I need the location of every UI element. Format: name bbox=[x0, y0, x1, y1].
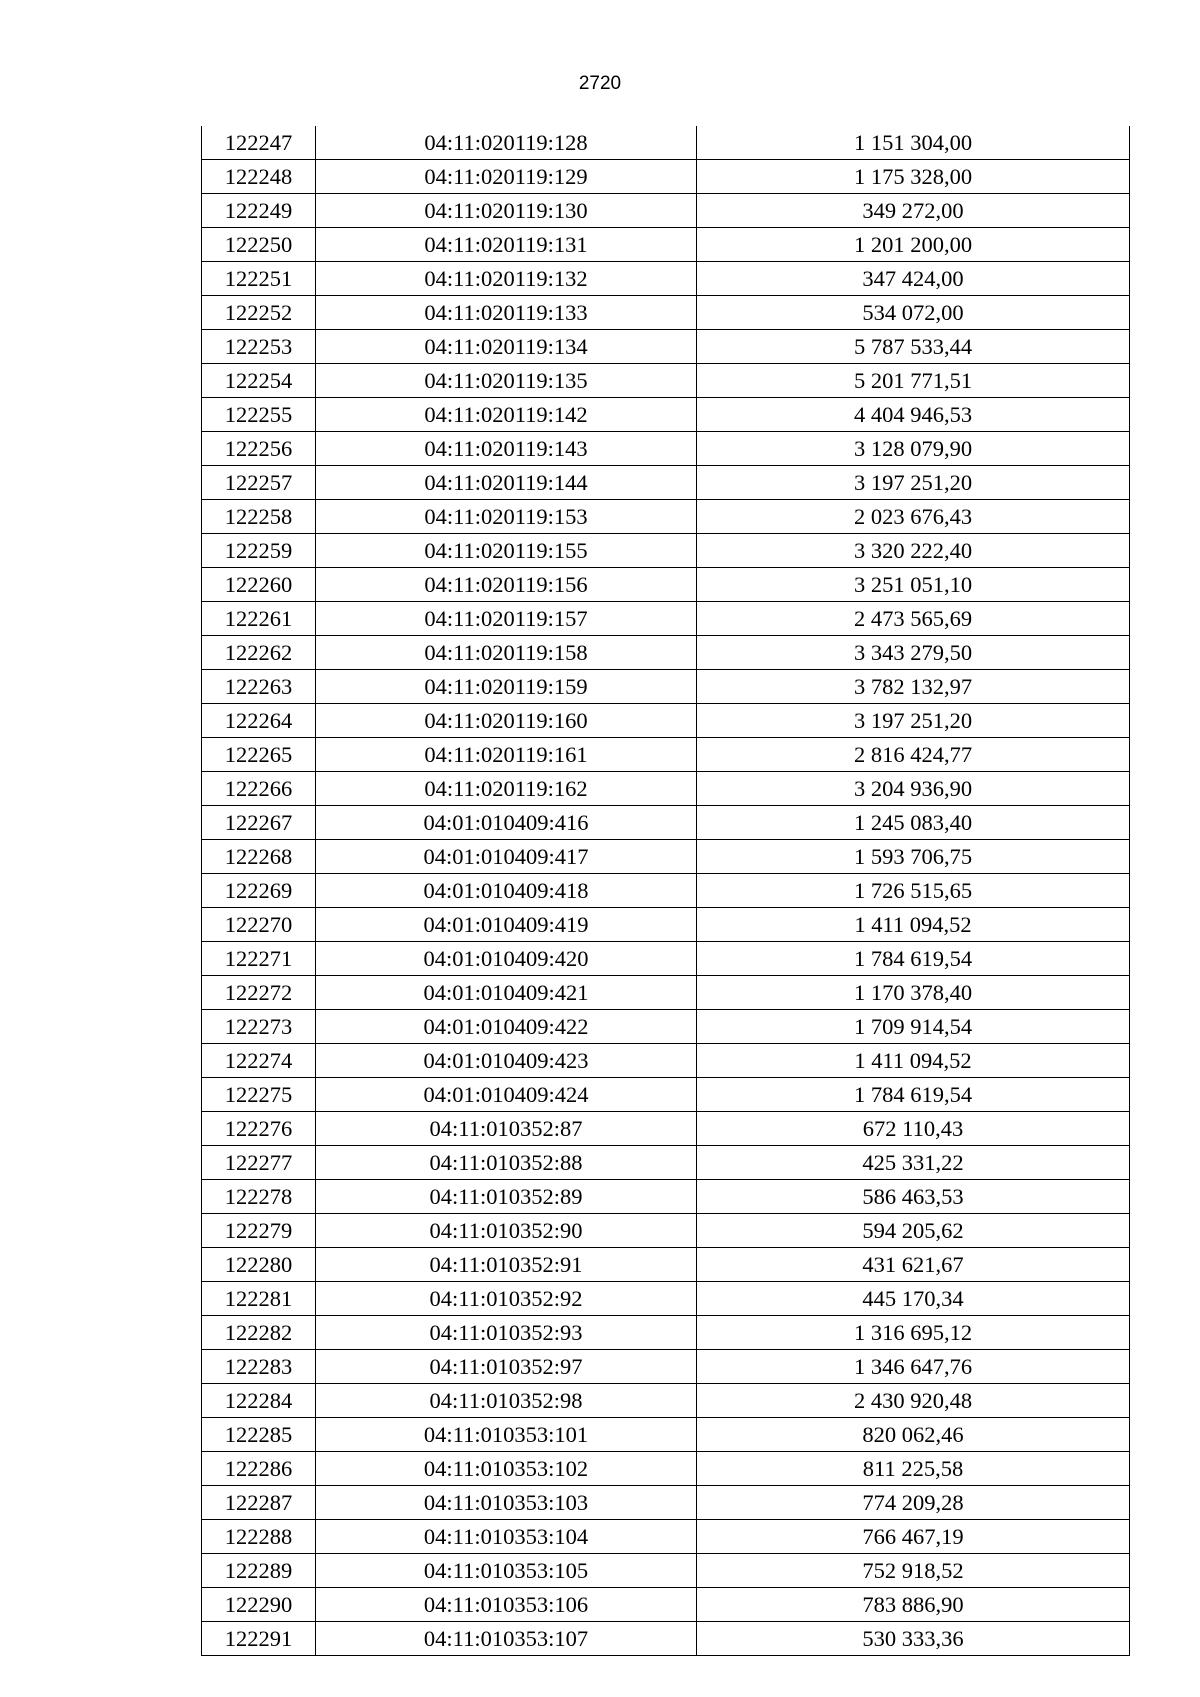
row-number-cell: 122251 bbox=[202, 262, 316, 296]
value-cell: 3 782 132,97 bbox=[697, 670, 1130, 704]
value-cell: 445 170,34 bbox=[697, 1282, 1130, 1316]
row-number-cell: 122275 bbox=[202, 1078, 316, 1112]
row-number-cell: 122271 bbox=[202, 942, 316, 976]
row-number-cell: 122273 bbox=[202, 1010, 316, 1044]
value-cell: 347 424,00 bbox=[697, 262, 1130, 296]
cadastral-number-cell: 04:11:020119:155 bbox=[316, 534, 697, 568]
value-cell: 534 072,00 bbox=[697, 296, 1130, 330]
cadastral-number-cell: 04:11:020119:128 bbox=[316, 126, 697, 160]
cadastral-number-cell: 04:11:020119:162 bbox=[316, 772, 697, 806]
value-cell: 2 816 424,77 bbox=[697, 738, 1130, 772]
row-number-cell: 122253 bbox=[202, 330, 316, 364]
cadastral-number-cell: 04:11:010352:89 bbox=[316, 1180, 697, 1214]
cadastral-number-cell: 04:01:010409:417 bbox=[316, 840, 697, 874]
table-row bbox=[202, 228, 1130, 262]
row-number-cell: 122248 bbox=[202, 160, 316, 194]
table-row bbox=[202, 1180, 1130, 1214]
row-number-cell: 122289 bbox=[202, 1554, 316, 1588]
cadastral-number-cell: 04:11:020119:153 bbox=[316, 500, 697, 534]
row-number-cell: 122249 bbox=[202, 194, 316, 228]
value-cell: 672 110,43 bbox=[697, 1112, 1130, 1146]
row-number-cell: 122267 bbox=[202, 806, 316, 840]
table-row bbox=[202, 1010, 1130, 1044]
table-row bbox=[202, 942, 1130, 976]
cadastral-number-cell: 04:11:020119:135 bbox=[316, 364, 697, 398]
table-row bbox=[202, 772, 1130, 806]
value-cell: 3 197 251,20 bbox=[697, 466, 1130, 500]
cadastral-number-cell: 04:11:010352:90 bbox=[316, 1214, 697, 1248]
cadastral-number-cell: 04:11:010352:98 bbox=[316, 1384, 697, 1418]
value-cell: 5 787 533,44 bbox=[697, 330, 1130, 364]
row-number-cell: 122278 bbox=[202, 1180, 316, 1214]
row-number-cell: 122254 bbox=[202, 364, 316, 398]
table-row bbox=[202, 126, 1130, 160]
value-cell: 3 251 051,10 bbox=[697, 568, 1130, 602]
row-number-cell: 122250 bbox=[202, 228, 316, 262]
table-row bbox=[202, 296, 1130, 330]
table-row bbox=[202, 704, 1130, 738]
value-cell: 2 430 920,48 bbox=[697, 1384, 1130, 1418]
row-number-cell: 122247 bbox=[202, 126, 316, 160]
table-row bbox=[202, 1520, 1130, 1554]
table-row bbox=[202, 1214, 1130, 1248]
value-cell: 530 333,36 bbox=[697, 1622, 1130, 1656]
value-cell: 5 201 771,51 bbox=[697, 364, 1130, 398]
table-row bbox=[202, 738, 1130, 772]
row-number-cell: 122255 bbox=[202, 398, 316, 432]
cadastral-number-cell: 04:01:010409:423 bbox=[316, 1044, 697, 1078]
row-number-cell: 122264 bbox=[202, 704, 316, 738]
row-number-cell: 122269 bbox=[202, 874, 316, 908]
value-cell: 3 343 279,50 bbox=[697, 636, 1130, 670]
value-cell: 752 918,52 bbox=[697, 1554, 1130, 1588]
table-row bbox=[202, 1316, 1130, 1350]
table-row bbox=[202, 500, 1130, 534]
row-number-cell: 122276 bbox=[202, 1112, 316, 1146]
cadastral-number-cell: 04:11:010352:93 bbox=[316, 1316, 697, 1350]
value-cell: 1 411 094,52 bbox=[697, 908, 1130, 942]
row-number-cell: 122288 bbox=[202, 1520, 316, 1554]
cadastral-number-cell: 04:11:020119:134 bbox=[316, 330, 697, 364]
table-row bbox=[202, 1418, 1130, 1452]
table-row bbox=[202, 262, 1130, 296]
row-number-cell: 122258 bbox=[202, 500, 316, 534]
value-cell: 1 316 695,12 bbox=[697, 1316, 1130, 1350]
page-number: 2720 bbox=[578, 73, 622, 94]
table-row bbox=[202, 432, 1130, 466]
table-row bbox=[202, 398, 1130, 432]
cadastral-number-cell: 04:11:020119:158 bbox=[316, 636, 697, 670]
cadastral-number-cell: 04:01:010409:416 bbox=[316, 806, 697, 840]
table-row bbox=[202, 670, 1130, 704]
row-number-cell: 122285 bbox=[202, 1418, 316, 1452]
row-number-cell: 122291 bbox=[202, 1622, 316, 1656]
table-row bbox=[202, 364, 1130, 398]
cadastral-number-cell: 04:01:010409:419 bbox=[316, 908, 697, 942]
value-cell: 1 346 647,76 bbox=[697, 1350, 1130, 1384]
cadastral-number-cell: 04:11:010352:87 bbox=[316, 1112, 697, 1146]
row-number-cell: 122270 bbox=[202, 908, 316, 942]
value-cell: 1 175 328,00 bbox=[697, 160, 1130, 194]
value-cell: 1 411 094,52 bbox=[697, 1044, 1130, 1078]
row-number-cell: 122286 bbox=[202, 1452, 316, 1486]
cadastral-number-cell: 04:11:020119:133 bbox=[316, 296, 697, 330]
row-number-cell: 122268 bbox=[202, 840, 316, 874]
registry-table-body bbox=[202, 126, 1130, 1656]
cadastral-number-cell: 04:01:010409:421 bbox=[316, 976, 697, 1010]
value-cell: 1 784 619,54 bbox=[697, 942, 1130, 976]
table-row bbox=[202, 1248, 1130, 1282]
table-row bbox=[202, 1112, 1130, 1146]
cadastral-number-cell: 04:01:010409:424 bbox=[316, 1078, 697, 1112]
cadastral-number-cell: 04:11:020119:159 bbox=[316, 670, 697, 704]
cadastral-number-cell: 04:11:010353:107 bbox=[316, 1622, 697, 1656]
row-number-cell: 122252 bbox=[202, 296, 316, 330]
value-cell: 820 062,46 bbox=[697, 1418, 1130, 1452]
value-cell: 1 784 619,54 bbox=[697, 1078, 1130, 1112]
cadastral-number-cell: 04:11:020119:160 bbox=[316, 704, 697, 738]
cadastral-number-cell: 04:11:010353:106 bbox=[316, 1588, 697, 1622]
table-row bbox=[202, 806, 1130, 840]
row-number-cell: 122259 bbox=[202, 534, 316, 568]
value-cell: 4 404 946,53 bbox=[697, 398, 1130, 432]
row-number-cell: 122263 bbox=[202, 670, 316, 704]
value-cell: 594 205,62 bbox=[697, 1214, 1130, 1248]
table-row bbox=[202, 194, 1130, 228]
table-row bbox=[202, 1384, 1130, 1418]
row-number-cell: 122274 bbox=[202, 1044, 316, 1078]
row-number-cell: 122281 bbox=[202, 1282, 316, 1316]
cadastral-number-cell: 04:11:020119:130 bbox=[316, 194, 697, 228]
table-row bbox=[202, 568, 1130, 602]
cadastral-number-cell: 04:11:010352:97 bbox=[316, 1350, 697, 1384]
value-cell: 1 726 515,65 bbox=[697, 874, 1130, 908]
cadastral-number-cell: 04:11:010353:105 bbox=[316, 1554, 697, 1588]
cadastral-number-cell: 04:01:010409:422 bbox=[316, 1010, 697, 1044]
table-row bbox=[202, 330, 1130, 364]
cadastral-number-cell: 04:11:020119:156 bbox=[316, 568, 697, 602]
table-row bbox=[202, 840, 1130, 874]
row-number-cell: 122256 bbox=[202, 432, 316, 466]
row-number-cell: 122266 bbox=[202, 772, 316, 806]
table-row bbox=[202, 1282, 1130, 1316]
value-cell: 3 128 079,90 bbox=[697, 432, 1130, 466]
value-cell: 766 467,19 bbox=[697, 1520, 1130, 1554]
row-number-cell: 122257 bbox=[202, 466, 316, 500]
row-number-cell: 122272 bbox=[202, 976, 316, 1010]
table-row bbox=[202, 1554, 1130, 1588]
cadastral-number-cell: 04:11:010352:92 bbox=[316, 1282, 697, 1316]
value-cell: 431 621,67 bbox=[697, 1248, 1130, 1282]
value-cell: 3 204 936,90 bbox=[697, 772, 1130, 806]
table-row bbox=[202, 1622, 1130, 1656]
value-cell: 3 197 251,20 bbox=[697, 704, 1130, 738]
table-row bbox=[202, 1588, 1130, 1622]
value-cell: 1 593 706,75 bbox=[697, 840, 1130, 874]
value-cell: 811 225,58 bbox=[697, 1452, 1130, 1486]
value-cell: 1 170 378,40 bbox=[697, 976, 1130, 1010]
value-cell: 774 209,28 bbox=[697, 1486, 1130, 1520]
cadastral-number-cell: 04:01:010409:420 bbox=[316, 942, 697, 976]
cadastral-number-cell: 04:11:020119:161 bbox=[316, 738, 697, 772]
value-cell: 1 151 304,00 bbox=[697, 126, 1130, 160]
value-cell: 2 473 565,69 bbox=[697, 602, 1130, 636]
row-number-cell: 122260 bbox=[202, 568, 316, 602]
value-cell: 425 331,22 bbox=[697, 1146, 1130, 1180]
value-cell: 349 272,00 bbox=[697, 194, 1130, 228]
value-cell: 1 709 914,54 bbox=[697, 1010, 1130, 1044]
cadastral-number-cell: 04:11:010353:102 bbox=[316, 1452, 697, 1486]
row-number-cell: 122282 bbox=[202, 1316, 316, 1350]
cadastral-number-cell: 04:01:010409:418 bbox=[316, 874, 697, 908]
cadastral-number-cell: 04:11:020119:131 bbox=[316, 228, 697, 262]
row-number-cell: 122287 bbox=[202, 1486, 316, 1520]
cadastral-number-cell: 04:11:020119:157 bbox=[316, 602, 697, 636]
cadastral-number-cell: 04:11:010353:101 bbox=[316, 1418, 697, 1452]
table-row bbox=[202, 908, 1130, 942]
registry-table bbox=[201, 126, 1130, 1656]
cadastral-number-cell: 04:11:010352:91 bbox=[316, 1248, 697, 1282]
cadastral-number-cell: 04:11:020119:129 bbox=[316, 160, 697, 194]
table-row bbox=[202, 1486, 1130, 1520]
value-cell: 2 023 676,43 bbox=[697, 500, 1130, 534]
row-number-cell: 122284 bbox=[202, 1384, 316, 1418]
cadastral-number-cell: 04:11:010353:104 bbox=[316, 1520, 697, 1554]
table-row bbox=[202, 1044, 1130, 1078]
table-row bbox=[202, 1078, 1130, 1112]
row-number-cell: 122262 bbox=[202, 636, 316, 670]
row-number-cell: 122280 bbox=[202, 1248, 316, 1282]
table-row bbox=[202, 874, 1130, 908]
value-cell: 586 463,53 bbox=[697, 1180, 1130, 1214]
value-cell: 3 320 222,40 bbox=[697, 534, 1130, 568]
cadastral-number-cell: 04:11:020119:132 bbox=[316, 262, 697, 296]
row-number-cell: 122277 bbox=[202, 1146, 316, 1180]
row-number-cell: 122290 bbox=[202, 1588, 316, 1622]
table-row bbox=[202, 534, 1130, 568]
value-cell: 1 201 200,00 bbox=[697, 228, 1130, 262]
row-number-cell: 122261 bbox=[202, 602, 316, 636]
cadastral-number-cell: 04:11:010353:103 bbox=[316, 1486, 697, 1520]
cadastral-number-cell: 04:11:010352:88 bbox=[316, 1146, 697, 1180]
cadastral-number-cell: 04:11:020119:142 bbox=[316, 398, 697, 432]
row-number-cell: 122279 bbox=[202, 1214, 316, 1248]
cadastral-number-cell: 04:11:020119:144 bbox=[316, 466, 697, 500]
value-cell: 783 886,90 bbox=[697, 1588, 1130, 1622]
table-row bbox=[202, 1452, 1130, 1486]
table-row bbox=[202, 602, 1130, 636]
table-row bbox=[202, 1146, 1130, 1180]
table-row bbox=[202, 976, 1130, 1010]
table-row bbox=[202, 160, 1130, 194]
table-row bbox=[202, 466, 1130, 500]
value-cell: 1 245 083,40 bbox=[697, 806, 1130, 840]
table-row bbox=[202, 1350, 1130, 1384]
table-row bbox=[202, 636, 1130, 670]
row-number-cell: 122283 bbox=[202, 1350, 316, 1384]
registry-table-container bbox=[201, 126, 1129, 1656]
cadastral-number-cell: 04:11:020119:143 bbox=[316, 432, 697, 466]
row-number-cell: 122265 bbox=[202, 738, 316, 772]
